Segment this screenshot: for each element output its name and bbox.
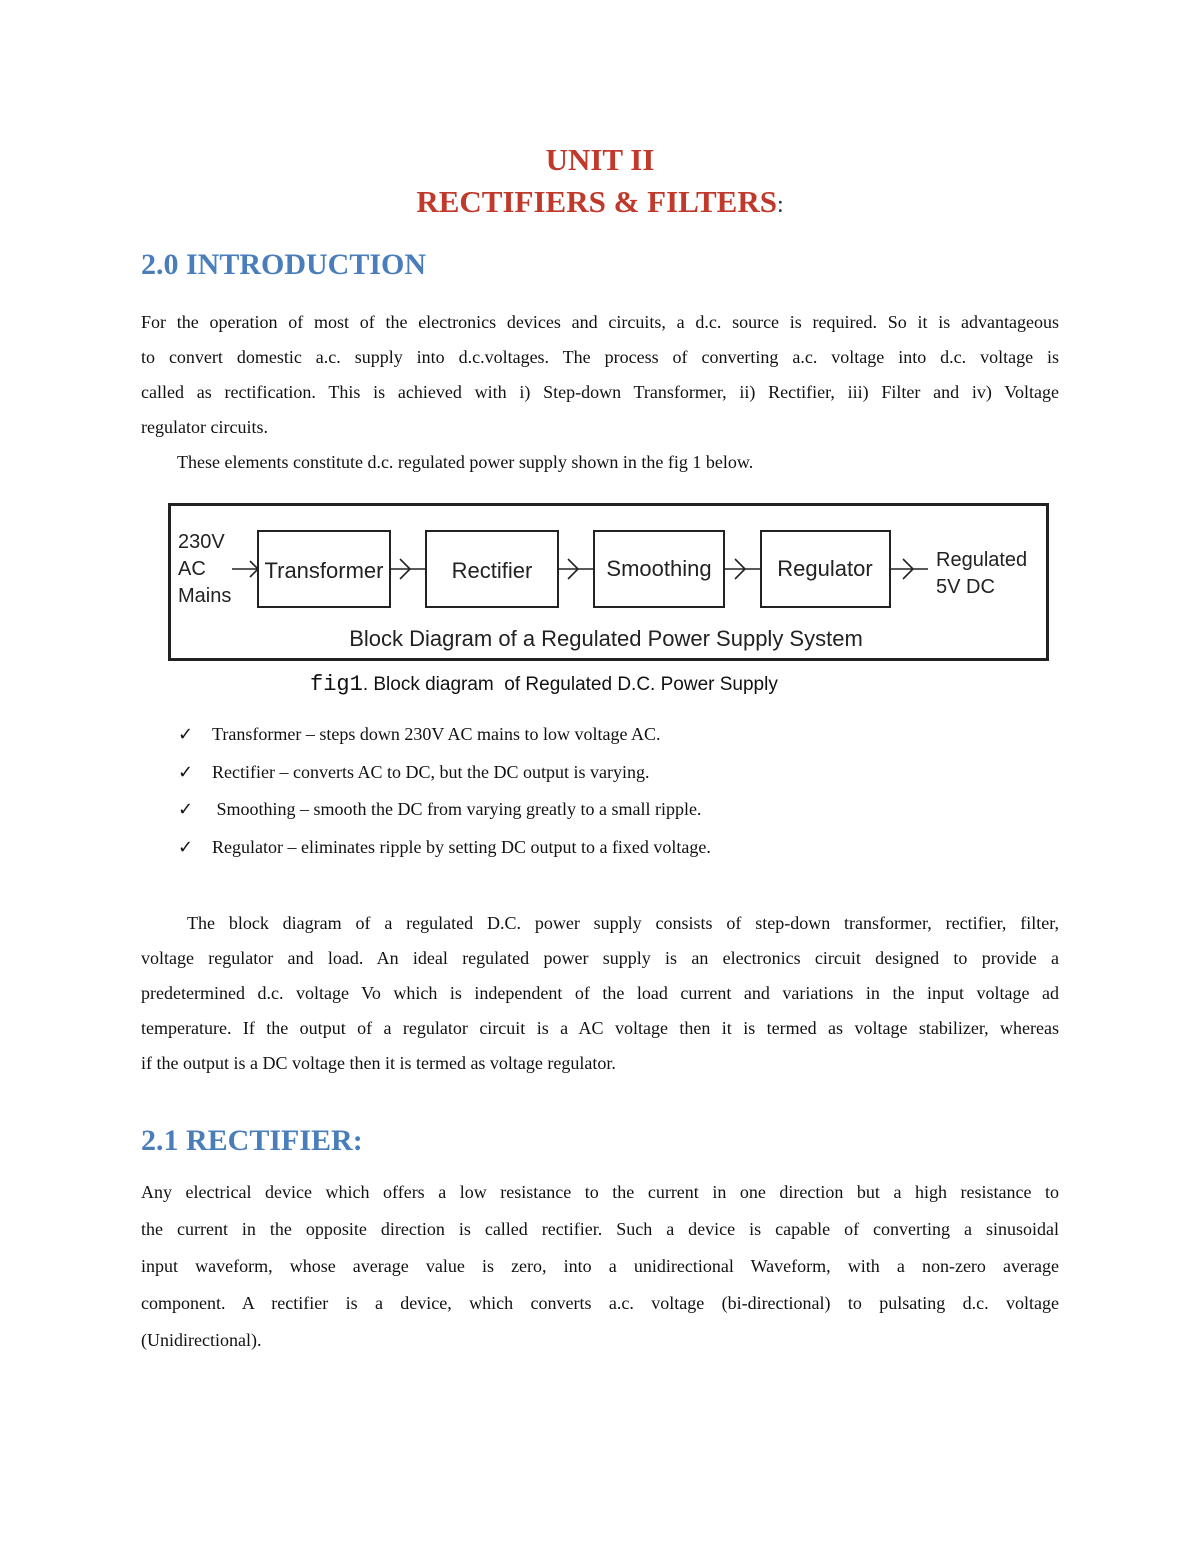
paragraph-indent-line: These elements constitute d.c. regulated power supply shown in the fig 1 below. [177, 452, 754, 472]
paragraph-line: the current in the opposite direction is called rectifier. Such a device is capable of converting a sinusoidal [141, 1219, 1059, 1239]
paragraph-line: The block diagram of a regulated D.C. power supply consists of step-down transformer, rectifier, filter, [187, 913, 1059, 933]
paragraph-line: (Unidirectional). [141, 1330, 262, 1350]
paragraph-line: For the operation of most of the electronics devices and circuits, a d.c. source is required. So it is advantageous [141, 312, 1059, 332]
checkmark-icon: ✓ [178, 724, 194, 745]
paragraph-line: called as rectification. This is achieved with i) Step-down Transformer, ii) Rectifier, iii) Filter and iv) Voltage [141, 382, 1059, 402]
paragraph-line: regulator circuits. [141, 417, 268, 437]
chapter-title [0, 184, 1200, 220]
output-label-line: 5V DC [936, 576, 995, 598]
input-label-line: 230V [178, 531, 225, 553]
list-item-text: Regulator – eliminates ripple by setting DC output to a fixed voltage. [212, 836, 711, 857]
list-item [178, 754, 711, 792]
paragraph-line: Any electrical device which offers a low resistance to the current in one direction but a high resistance to [141, 1182, 1059, 1202]
output-label-line: Regulated [936, 549, 1028, 571]
unit-title: UNIT II [545, 142, 655, 177]
paragraph-line: to convert domestic a.c. supply into d.c.voltages. The process of converting a.c. voltage into d.c. voltage is [141, 347, 1059, 367]
component-list [178, 716, 711, 866]
block-label: Rectifier [451, 558, 533, 583]
chapter-title-text: RECTIFIERS & FILTERS [416, 184, 777, 219]
list-item [178, 829, 711, 867]
intro-paragraph [141, 305, 1059, 480]
block-label: Regulator [777, 556, 873, 581]
block-diagram [168, 503, 1050, 668]
list-item [178, 791, 711, 829]
figure-caption-prefix: fig1 [310, 672, 363, 697]
input-label-line: Mains [178, 585, 232, 607]
chapter-title-colon: : [776, 192, 784, 218]
figure-caption [310, 672, 778, 697]
paragraph-line: input waveform, whose average value is zero, into a unidirectional Waveform, with a non-zero average [141, 1256, 1059, 1276]
input-label-line: AC [178, 558, 206, 580]
list-item [178, 716, 711, 754]
list-item-text: Smoothing – smooth the DC from varying greatly to a small ripple. [212, 799, 702, 819]
paragraph-line: component. A rectifier is a device, which converts a.c. voltage (bi-directional) to pulsating d.c. voltage [141, 1293, 1059, 1313]
paragraph-line: temperature. If the output of a regulator circuit is a AC voltage then it is termed as voltage stabilizer, whereas [141, 1018, 1059, 1038]
block-diagram-paragraph [141, 906, 1059, 1081]
paragraph-line: voltage regulator and load. An ideal regulated power supply is an electronics circuit designed to provide a [141, 948, 1059, 968]
block-label: Smoothing [606, 556, 712, 581]
rectifier-paragraph [141, 1174, 1059, 1359]
diagram-inner-caption: Block Diagram of a Regulated Power Supply System [349, 626, 863, 651]
list-item-text: Rectifier – converts AC to DC, but the DC output is varying. [212, 761, 650, 782]
paragraph-line: if the output is a DC voltage then it is termed as voltage regulator. [141, 1053, 616, 1073]
section-heading-rectifier: 2.1 RECTIFIER: [141, 1124, 363, 1157]
section-heading-introduction: 2.0 INTRODUCTION [141, 248, 427, 281]
checkmark-icon: ✓ [178, 799, 194, 820]
checkmark-icon: ✓ [178, 836, 194, 858]
list-item-text: Transformer – steps down 230V AC mains to low voltage AC. [212, 724, 661, 744]
checkmark-icon: ✓ [178, 761, 194, 783]
paragraph-line: predetermined d.c. voltage Vo which is independent of the load current and variations in the input voltage ad [141, 983, 1059, 1003]
figure-caption-text: . Block diagram of Regulated D.C. Power Supply [362, 674, 778, 695]
block-label: Transformer [264, 558, 384, 583]
